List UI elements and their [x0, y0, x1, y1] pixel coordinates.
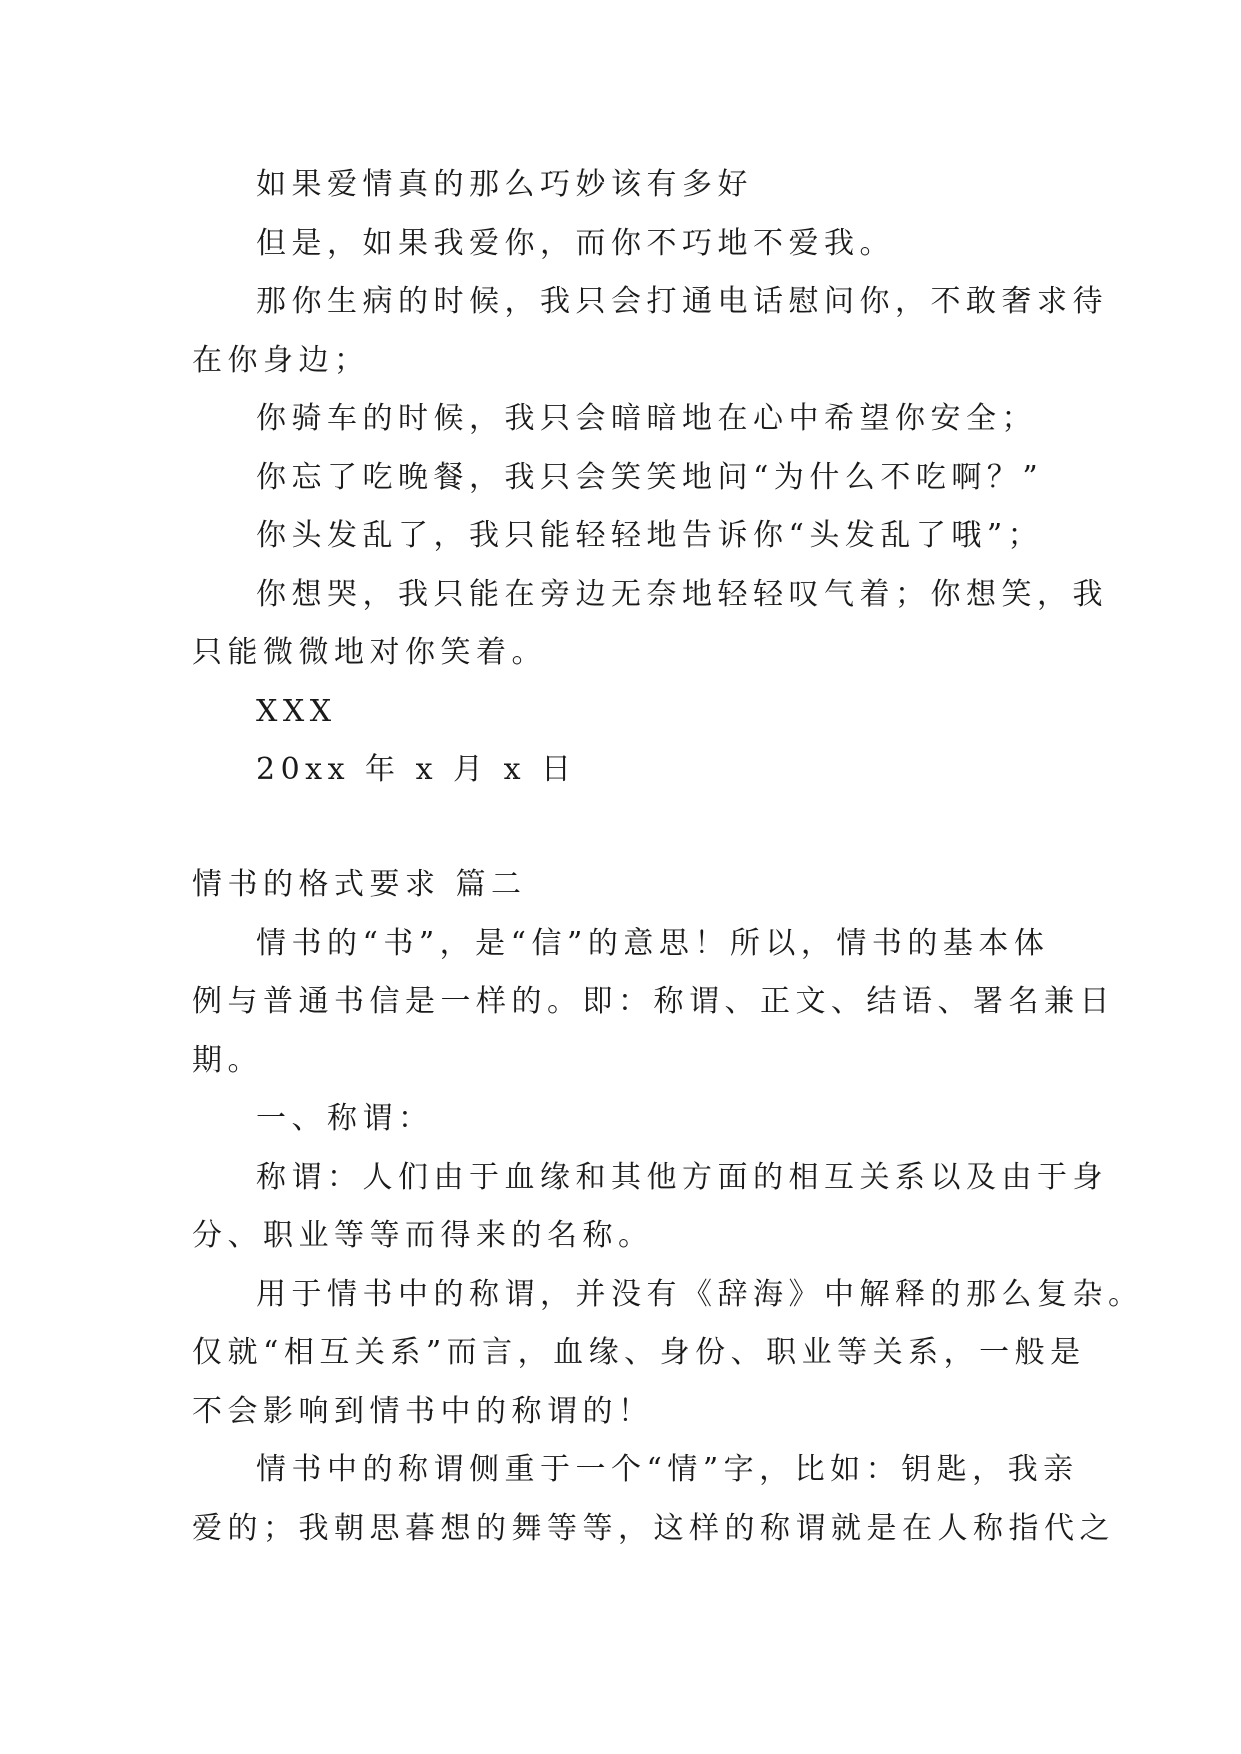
paragraph-line: 称谓：人们由于血缘和其他方面的相互关系以及由于身 — [256, 1159, 1108, 1195]
letter-body — [192, 156, 1108, 800]
paragraph-line: 但是，如果我爱你，而你不巧地不爱我。 — [256, 225, 895, 261]
paragraph-line: 你忘了吃晚餐，我只会笑笑地问“为什么不吃啊？” — [256, 459, 1044, 495]
paragraph-line: 不会影响到情书中的称谓的！ — [192, 1393, 654, 1429]
signature-date: 20xx 年 x 月 x 日 — [256, 752, 577, 787]
section-two — [192, 856, 1144, 1558]
paragraph-line: 你头发乱了，我只能轻轻地告诉你“头发乱了哦”； — [256, 518, 1044, 553]
paragraph-line: 你骑车的时候，我只会暗暗地在心中希望你安全； — [256, 401, 1037, 436]
paragraph-line: 情书的“书”，是“信”的意思！所以，情书的基本体 — [256, 925, 1050, 961]
paragraph-line: 情书中的称谓侧重于一个“情”字，比如：钥匙，我亲 — [256, 1452, 1079, 1487]
section-heading: 情书的格式要求 篇二 — [192, 867, 527, 902]
paragraph-line: 如果爱情真的那么巧妙该有多好 — [256, 167, 753, 202]
paragraph-line: 那你生病的时候，我只会打通电话慰问你，不敢奢求待 — [256, 284, 1108, 319]
paragraph-line: 爱的；我朝思暮想的舞等等，这样的称谓就是在人称指代之 — [192, 1510, 1115, 1546]
signature-name: XXX — [256, 693, 337, 729]
paragraph-line: 你想哭，我只能在旁边无奈地轻轻叹气着；你想笑，我 — [256, 576, 1108, 612]
subsection-heading: 一、称谓： — [256, 1101, 434, 1136]
paragraph-line: 分、职业等等而得来的名称。 — [192, 1218, 654, 1253]
paragraph-line: 在你身边； — [192, 342, 370, 378]
paragraph-line: 只能微微地对你笑着。 — [192, 635, 547, 670]
paragraph-line: 期。 — [192, 1042, 263, 1078]
paragraph-line: 用于情书中的称谓，并没有《辞海》中解释的那么复杂。 — [256, 1276, 1144, 1312]
paragraph-line: 仅就“相互关系”而言，血缘、身份、职业等关系，一般是 — [192, 1335, 1086, 1370]
paragraph-line: 例与普通书信是一样的。即：称谓、正文、结语、署名兼日 — [192, 984, 1115, 1019]
